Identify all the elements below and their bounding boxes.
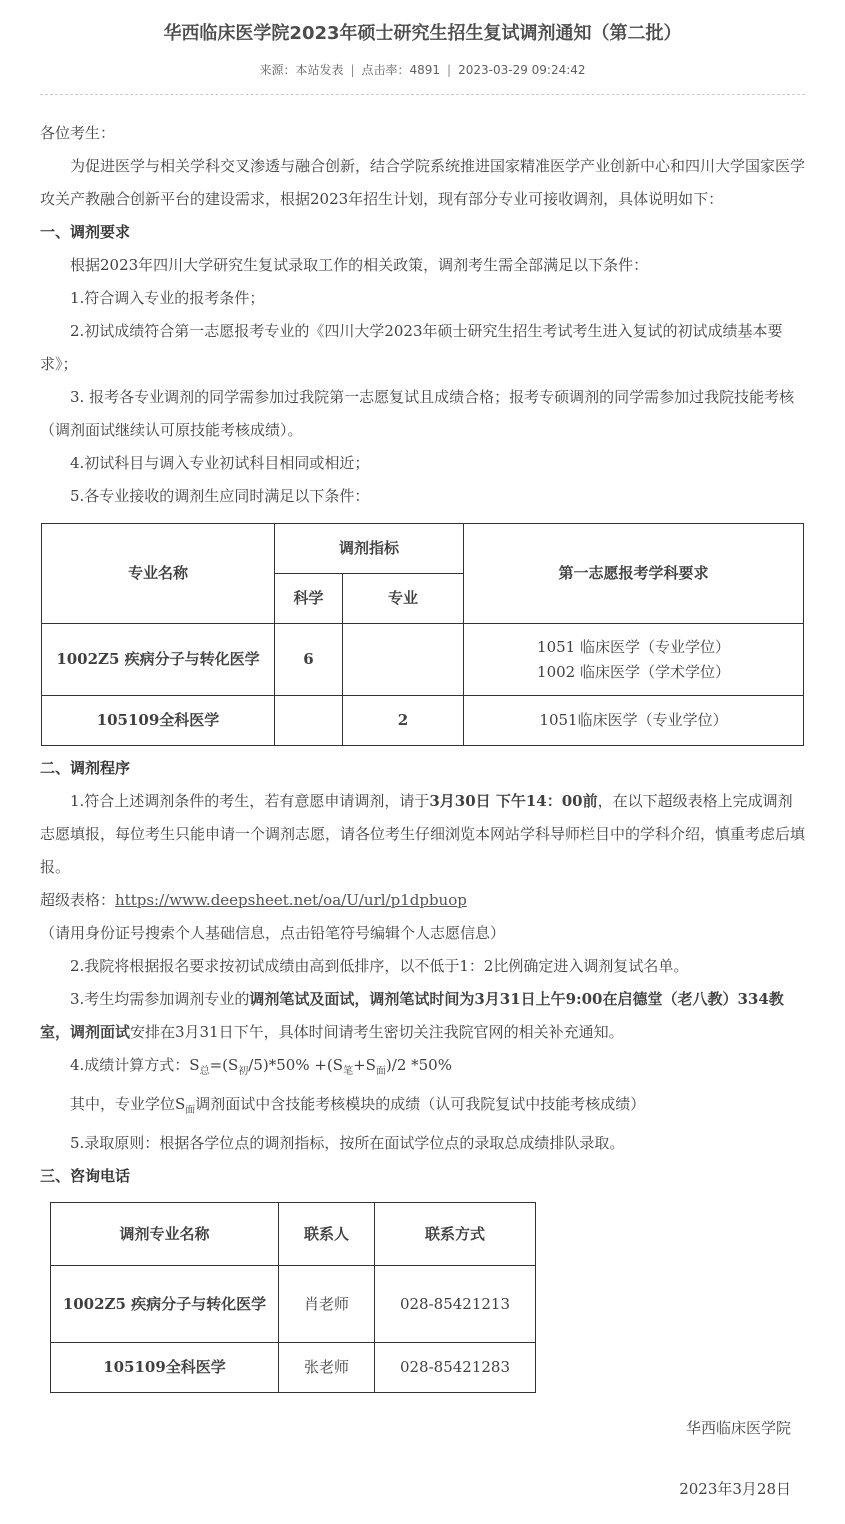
cell-phone-number: 028-85421283 [375,1343,536,1393]
text-segment: ，在以下超级表格上完成调剂志愿填报，每位考生只能申请一个调剂志愿，请各位考生仔细浏览本网站学科导师栏目中的学科介绍，慎重考虑后填报。 [40,792,806,876]
section1-item-4: 4.初试科目与调入专业初试科目相同或相近； [70,454,370,472]
th-contact-person: 联系人 [279,1203,375,1266]
cell-requirement [464,624,804,696]
signature-org: 华西临床医学院 [685,1419,791,1437]
section1-item-5: 5.各专业接收的调剂生应同时满足以下条件： [70,487,370,505]
text-segment: =(S [209,1056,239,1074]
th-adjust-major-name: 调剂专业名称 [51,1203,279,1266]
section2-para-1 [40,785,805,884]
section2-para-3 [40,983,805,1049]
cell-major-name: 105109全科医学 [51,1343,279,1393]
text-segment: 3.考生均需参加调剂专业的 [70,990,250,1008]
greeting-line: 各位考生： [40,124,116,142]
requirement-line: 1051临床医学（专业学位） [539,711,728,729]
text-segment: 调剂面试中含技能考核模块的成绩（认可我院复试中技能考核成绩） [195,1095,646,1113]
text-segment: )/2 *50% [385,1056,452,1074]
section2-para-5: 5.录取原则：根据各学位点的调剂指标，按所在面试学位点的录取总成绩排队录取。 [70,1134,625,1152]
text-segment: 1.符合上述调剂条件的考生，若有意愿申请调剂，请于 [70,792,430,810]
text-segment: 初 [238,1066,249,1077]
signature-block [40,1412,805,1506]
meta-separator: | [350,63,355,77]
table-row [42,624,804,696]
article-body [40,95,805,1506]
score-formula [40,1049,805,1088]
cell-major-name: 1002Z5 疾病分子与转化医学 [42,624,275,696]
cell-contact-person: 张老师 [279,1343,375,1393]
th-major-name: 专业名称 [42,524,275,624]
cell-professional-quota [343,624,464,696]
intro-paragraph: 为促进医学与相关学科交叉渗透与融合创新，结合学院系统推进国家精准医学产业创新中心和四川大学国家医学攻关产教融合创新平台的建设需求，根据2023年招生计划，现有部分专业可接收调剂，具体说明如下： [40,157,806,208]
text-segment: 安排在3月31日下午，具体时间请考生密切关注我院官网的相关补充通知。 [130,1023,624,1041]
th-quota: 调剂指标 [275,524,464,574]
requirement-line: 1051 临床医学（专业学位） [537,637,730,656]
section1-heading: 一、调剂要求 [40,223,131,241]
contact-table-header-row [51,1203,536,1266]
formula-note [40,1088,805,1127]
th-first-choice-requirement: 第一志愿报考学科要求 [464,524,804,624]
th-quota-professional: 专业 [343,574,464,624]
meta-source: 来源：本站发表 [259,63,344,77]
cell-requirement [464,696,804,746]
th-contact-method: 联系方式 [375,1203,536,1266]
meta-separator: | [447,63,452,77]
quota-table [41,523,804,746]
table-row [42,696,804,746]
section2-para-2: 2.我院将根据报名要求按初试成绩由高到低排序，以不低于1：2比例确定进入调剂复试名单。 [70,957,689,975]
section1-item-1: 1.符合调入专业的报考条件； [70,289,265,307]
section1-item-3: 3. 报考各专业调剂的同学需参加过我院第一志愿复试且成绩合格；报考专硕调剂的同学需参加过我院技能考核（调剂面试继续认可原技能考核成绩）。 [40,388,795,439]
meta-clicks: 点击率：4891 [361,63,441,77]
section1-item-2: 2.初试成绩符合第一志愿报考专业的《四川大学2023年硕士研究生招生考试考生进入复试的初试成绩基本要求》； [40,322,783,373]
th-quota-academic: 科学 [275,574,343,624]
supersheet-label: 超级表格： [40,891,116,909]
quota-table-header-row1 [42,524,804,574]
supersheet-note: （请用身份证号搜索个人基础信息，点击铅笔符号编辑个人志愿信息） [40,924,506,942]
text-segment: 笔 [343,1066,354,1077]
text-segment: 其中，专业学位S [70,1095,186,1113]
supersheet-link[interactable]: https://www.deepsheet.net/oa/U/url/p1dpbuop [115,891,467,909]
cell-major-name: 1002Z5 疾病分子与转化医学 [51,1266,279,1343]
cell-phone-number: 028-85421213 [375,1266,536,1343]
text-segment: 3月30日 下午14：00前 [429,792,598,810]
text-segment: 4.成绩计算方式：S [70,1056,200,1074]
contact-table [50,1202,536,1393]
meta-datetime: 2023-03-29 09:24:42 [458,63,586,77]
page-title: 华西临床医学院2023年硕士研究生招生复试调剂通知（第二批） [163,23,682,44]
text-segment: 调剂笔试及面试，调剂笔试时间为3月31日上午9:00在启德堂（老八教）334教室，调剂面试 [40,990,784,1041]
requirement-line: 1002 临床医学（学术学位） [537,662,730,681]
table-row [51,1266,536,1343]
text-segment: 总 [199,1066,210,1077]
cell-professional-quota: 2 [343,696,464,746]
cell-academic-quota [275,696,343,746]
supersheet-line [40,884,805,917]
cell-major-name: 105109全科医学 [42,696,275,746]
article-meta [40,63,805,77]
section1-lead: 根据2023年四川大学研究生复试录取工作的相关政策，调剂考生需全部满足以下条件： [70,256,649,274]
text-segment: 面 [185,1105,196,1116]
table-row [51,1343,536,1393]
section3-heading: 三、咨询电话 [40,1167,131,1185]
text-segment: /5)*50% +(S [248,1056,344,1074]
cell-contact-person: 肖老师 [279,1266,375,1343]
signature-date: 2023年3月28日 [679,1480,791,1498]
cell-academic-quota: 6 [275,624,343,696]
text-segment: 面 [375,1066,386,1077]
text-segment: +S [353,1056,376,1074]
section2-heading: 二、调剂程序 [40,759,131,777]
